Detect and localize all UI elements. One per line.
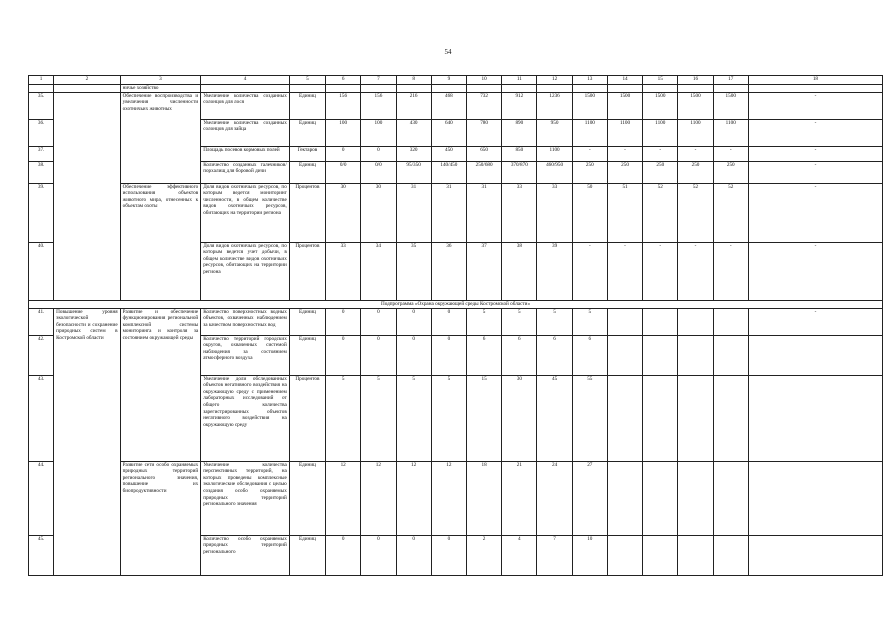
header-cell: 3	[120, 76, 201, 85]
value-cell: 216	[396, 92, 431, 119]
value-cell: 0	[326, 535, 361, 575]
value-cell: -	[713, 146, 748, 161]
subprogram-title: Подпрограмма «Охрана окружающей среды Костромской области»	[29, 300, 883, 308]
value-cell: 5	[361, 375, 396, 461]
value-cell: 1500	[713, 92, 748, 119]
value-cell: -	[713, 242, 748, 300]
value-cell: 250	[572, 161, 607, 183]
value-cell: 0	[396, 335, 431, 375]
value-cell: 0	[326, 146, 361, 161]
table-row	[29, 183, 883, 242]
value-cell	[748, 461, 882, 535]
table-row	[29, 92, 883, 119]
value-cell: 250	[713, 161, 748, 183]
value-cell: 30	[361, 183, 396, 242]
value-cell: 250	[607, 161, 642, 183]
value-cell	[607, 335, 642, 375]
value-cell: 0	[431, 308, 466, 335]
row-number: 41.	[29, 308, 54, 335]
indicator-cell: Увеличение количества перспективных территорий, на которых проведены комплексные экологические обследования с целью создания особо охраняемых природных территорий регионального значения	[201, 461, 290, 535]
value-cell: 780	[466, 119, 501, 146]
value-cell: -	[748, 161, 882, 183]
value-cell: -	[748, 308, 882, 335]
value-cell: 1100	[572, 119, 607, 146]
value-cell	[678, 535, 713, 575]
value-cell: 140/450	[431, 161, 466, 183]
indicator-cell: Увеличение доли обследованных объектов негативного воздействия на окружающую среду с применением лабораторных исследований от общего количества зарегистрированных объектов негативного воздействия на окружающую среду	[201, 375, 290, 461]
value-cell: 250	[678, 161, 713, 183]
header-cell: 13	[572, 76, 607, 85]
value-cell: 1100	[643, 119, 678, 146]
value-cell: -	[643, 146, 678, 161]
value-cell	[678, 335, 713, 375]
value-cell: 12	[396, 461, 431, 535]
value-cell: 250	[643, 161, 678, 183]
value-cell: 5	[466, 308, 501, 335]
value-cell	[678, 461, 713, 535]
value-cell: 6	[537, 335, 572, 375]
value-cell: 7	[537, 535, 572, 575]
header-cell: 4	[201, 76, 290, 85]
row-number: 38.	[29, 161, 54, 183]
row-number: 37.	[29, 146, 54, 161]
value-cell	[713, 375, 748, 461]
indicator-cell: Увеличение количества созданных солонцов для лося	[201, 92, 290, 119]
continuation-text: ничье хозяйство	[120, 85, 201, 93]
value-cell: -	[748, 183, 882, 242]
value-cell: 250/680	[466, 161, 501, 183]
value-cell: 6	[572, 335, 607, 375]
value-cell: 732	[466, 92, 501, 119]
value-cell: 1500	[572, 92, 607, 119]
header-cell: 7	[361, 76, 396, 85]
value-cell: 2	[466, 535, 501, 575]
value-cell: 52	[643, 183, 678, 242]
value-cell	[607, 535, 642, 575]
indicator-cell: Количество поверхностных водных объектов, охваченных наблюдением за качеством поверхностных вод	[201, 308, 290, 335]
header-cell: 9	[431, 76, 466, 85]
indicator-cell: Количество территорий городских округов, охваченных системой наблюдения за состоянием атмосферного воздуха	[201, 335, 290, 375]
value-cell: 100	[326, 119, 361, 146]
value-cell: -	[748, 242, 882, 300]
value-cell: 950	[537, 119, 572, 146]
unit-cell: Единиц	[289, 161, 325, 183]
value-cell	[748, 335, 882, 375]
value-cell: 35	[396, 242, 431, 300]
value-cell	[713, 335, 748, 375]
value-cell: 33	[537, 183, 572, 242]
unit-cell: Процентов	[289, 375, 325, 461]
value-cell: 1500	[643, 92, 678, 119]
value-cell: 650	[466, 146, 501, 161]
row-number: 42.	[29, 335, 54, 375]
header-cell: 18	[748, 76, 882, 85]
value-cell: 0	[326, 335, 361, 375]
value-cell: 51	[607, 183, 642, 242]
value-cell	[607, 461, 642, 535]
value-cell: 430	[396, 119, 431, 146]
header-cell: 1	[29, 76, 54, 85]
table-row	[29, 461, 883, 535]
value-cell	[748, 535, 882, 575]
value-cell	[643, 535, 678, 575]
task-cell: Обеспечение эффективного использования объектов животного мира, отнесенных к объектам охоты	[120, 183, 201, 300]
value-cell: 6	[502, 335, 537, 375]
header-cell: 10	[466, 76, 501, 85]
value-cell: 156	[361, 92, 396, 119]
goal-cell: Повышение уровня экологической безопасности и сохранение природных систем в Костромской области	[54, 308, 120, 575]
value-cell	[643, 308, 678, 335]
unit-cell: Единиц	[289, 461, 325, 535]
value-cell: 5	[502, 308, 537, 335]
value-cell: 1236	[537, 92, 572, 119]
value-cell: 5	[326, 375, 361, 461]
value-cell: 0	[361, 308, 396, 335]
indicator-cell: Доля видов охотничьих ресурсов, по которым ведется мониторинг численности, в общем количестве видов охотничьих ресурсов, обитающих на территории региона	[201, 183, 290, 242]
row-number: 45.	[29, 535, 54, 575]
value-cell: -	[748, 146, 882, 161]
value-cell: 38	[502, 242, 537, 300]
unit-cell: Гектаров	[289, 146, 325, 161]
value-cell: 12	[361, 461, 396, 535]
value-cell: 10	[572, 535, 607, 575]
value-cell	[607, 308, 642, 335]
row-number: 39.	[29, 183, 54, 242]
indicator-cell: Количество особо охраняемых природных территорий регионального	[201, 535, 290, 575]
value-cell	[678, 375, 713, 461]
value-cell: 370/870	[502, 161, 537, 183]
unit-cell: Единиц	[289, 335, 325, 375]
value-cell: 0	[396, 535, 431, 575]
value-cell: 1500	[678, 92, 713, 119]
value-cell: 24	[537, 461, 572, 535]
value-cell: 0/0	[326, 161, 361, 183]
value-cell: 30	[502, 375, 537, 461]
value-cell	[713, 308, 748, 335]
header-cell: 11	[502, 76, 537, 85]
value-cell: 460/950	[537, 161, 572, 183]
value-cell: -	[748, 92, 882, 119]
page-number: 54	[444, 48, 452, 56]
indicator-cell: Количество созданных галечников/порхалищ для боровой дичи	[201, 161, 290, 183]
value-cell: 640	[431, 119, 466, 146]
value-cell: 45	[537, 375, 572, 461]
value-cell: 468	[431, 92, 466, 119]
value-cell: 0	[326, 308, 361, 335]
value-cell: -	[572, 146, 607, 161]
value-cell: 100	[361, 119, 396, 146]
value-cell: 36	[431, 242, 466, 300]
value-cell: -	[643, 242, 678, 300]
header-cell: 2	[54, 76, 120, 85]
value-cell: 0	[431, 335, 466, 375]
value-cell: 34	[361, 242, 396, 300]
subprogram-row	[29, 300, 883, 308]
value-cell: 1100	[713, 119, 748, 146]
value-cell: 95/350	[396, 161, 431, 183]
value-cell: 1100	[537, 146, 572, 161]
header-cell: 12	[537, 76, 572, 85]
value-cell	[607, 375, 642, 461]
value-cell	[643, 461, 678, 535]
table-row	[29, 308, 883, 335]
value-cell: -	[607, 242, 642, 300]
value-cell: 0	[396, 308, 431, 335]
value-cell: 37	[466, 242, 501, 300]
header-cell: 5	[289, 76, 325, 85]
value-cell: 31	[466, 183, 501, 242]
value-cell: 450	[431, 146, 466, 161]
value-cell	[643, 375, 678, 461]
value-cell	[713, 461, 748, 535]
header-cell: 16	[678, 76, 713, 85]
value-cell: 4	[502, 535, 537, 575]
value-cell	[748, 375, 882, 461]
unit-cell: Процентов	[289, 183, 325, 242]
value-cell: 21	[502, 461, 537, 535]
value-cell: -	[572, 242, 607, 300]
value-cell: 52	[678, 183, 713, 242]
value-cell: 52	[713, 183, 748, 242]
value-cell: 850	[502, 146, 537, 161]
value-cell: 12	[326, 461, 361, 535]
value-cell: 320	[396, 146, 431, 161]
unit-cell: Процентов	[289, 242, 325, 300]
value-cell: 5	[431, 375, 466, 461]
header-cell: 14	[607, 76, 642, 85]
value-cell: 1500	[607, 92, 642, 119]
value-cell: 5	[537, 308, 572, 335]
row-number: 36.	[29, 119, 54, 146]
table-row	[29, 85, 883, 93]
value-cell: 890	[502, 119, 537, 146]
value-cell	[678, 308, 713, 335]
header-cell: 6	[326, 76, 361, 85]
value-cell: 5	[572, 308, 607, 335]
value-cell: 912	[502, 92, 537, 119]
value-cell: 31	[396, 183, 431, 242]
value-cell: 15	[466, 375, 501, 461]
row-number: 44.	[29, 461, 54, 535]
value-cell: 0/0	[361, 161, 396, 183]
task-cell: Развитие сети особо охраняемых природных территорий регионального значения, повышение их биопродуктивности	[120, 461, 201, 575]
header-cell: 8	[396, 76, 431, 85]
value-cell: 18	[466, 461, 501, 535]
value-cell: 156	[326, 92, 361, 119]
value-cell	[643, 335, 678, 375]
indicator-cell: Доля видов охотничьих ресурсов, по которым ведется учет добычи, в общем количестве видов охотничьих ресурсов, обитающих на территории региона	[201, 242, 290, 300]
value-cell: -	[607, 146, 642, 161]
value-cell: -	[748, 119, 882, 146]
indicators-table	[28, 75, 883, 576]
header-cell: 15	[643, 76, 678, 85]
value-cell: 50	[572, 183, 607, 242]
row-number: 35.	[29, 92, 54, 119]
value-cell: -	[678, 242, 713, 300]
value-cell: 39	[537, 242, 572, 300]
value-cell: 5	[396, 375, 431, 461]
value-cell: 0	[431, 535, 466, 575]
value-cell: 12	[431, 461, 466, 535]
value-cell: 0	[361, 535, 396, 575]
task-cell: Обеспечение воспроизводства и увеличения численности охотничьих животных	[120, 92, 201, 183]
value-cell: 1100	[607, 119, 642, 146]
header-row	[29, 76, 883, 85]
unit-cell: Единиц	[289, 92, 325, 119]
unit-cell: Единиц	[289, 308, 325, 335]
row-number: 43.	[29, 375, 54, 461]
indicator-cell: Увеличение количества созданных солонцов для зайца	[201, 119, 290, 146]
value-cell: 31	[431, 183, 466, 242]
unit-cell: Единиц	[289, 535, 325, 575]
unit-cell: Единиц	[289, 119, 325, 146]
value-cell: 30	[326, 183, 361, 242]
row-number: 40.	[29, 242, 54, 300]
value-cell: 0	[361, 335, 396, 375]
header-cell: 17	[713, 76, 748, 85]
value-cell: 1100	[678, 119, 713, 146]
value-cell	[713, 535, 748, 575]
value-cell: 33	[326, 242, 361, 300]
value-cell: 27	[572, 461, 607, 535]
value-cell: 33	[502, 183, 537, 242]
value-cell: 6	[466, 335, 501, 375]
indicator-cell: Площадь посевов кормовых полей	[201, 146, 290, 161]
value-cell: -	[678, 146, 713, 161]
value-cell: 55	[572, 375, 607, 461]
task-cell: Развитие и обеспечение функционирования региональной комплексной системы мониторинга и контроля за состоянием окружающей среды	[120, 308, 201, 461]
value-cell: 0	[361, 146, 396, 161]
